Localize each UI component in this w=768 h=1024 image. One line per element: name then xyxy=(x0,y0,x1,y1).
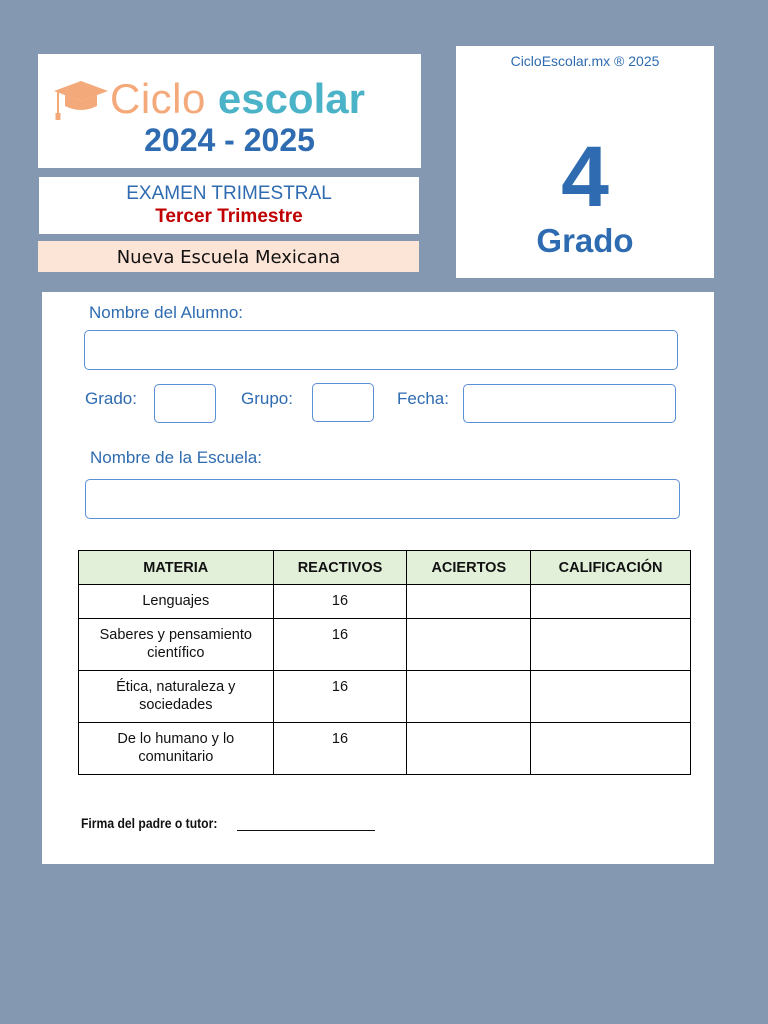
student-form-sheet xyxy=(42,292,714,864)
date-field[interactable] xyxy=(463,384,676,423)
group-field[interactable] xyxy=(312,383,374,422)
score-cell[interactable] xyxy=(531,585,691,619)
logo-word-escolar: escolar xyxy=(217,75,365,122)
grade-label: Grado: xyxy=(85,389,137,408)
school-name-field[interactable] xyxy=(85,479,680,519)
grade-card xyxy=(456,46,714,278)
exam-term: Tercer Trimestre xyxy=(155,206,303,227)
correct-cell[interactable] xyxy=(407,619,531,671)
subject-cell: De lo humano y lo comunitario xyxy=(79,723,274,775)
table-header-row xyxy=(79,551,691,585)
logo-panel xyxy=(38,54,421,168)
grade-number: 4 xyxy=(561,129,609,225)
signature-line[interactable] xyxy=(237,830,375,831)
school-name-label: Nombre de la Escuela: xyxy=(90,448,262,467)
correct-cell[interactable] xyxy=(407,585,531,619)
header-correct: ACIERTOS xyxy=(407,551,531,585)
grade-word: Grado xyxy=(536,222,634,259)
program-name: Nueva Escuela Mexicana xyxy=(116,247,341,268)
program-banner xyxy=(38,241,419,272)
score-cell[interactable] xyxy=(531,671,691,723)
exam-title-panel xyxy=(39,177,419,234)
header-score: CALIFICACIÓN xyxy=(531,551,691,585)
graduation-cap-icon xyxy=(52,75,110,123)
items-cell: 16 xyxy=(273,619,407,671)
logo-wordmark xyxy=(52,74,365,124)
score-cell[interactable] xyxy=(531,723,691,775)
table-row xyxy=(79,585,691,619)
logo-word-ciclo: Ciclo xyxy=(110,75,206,122)
school-year: 2024 - 2025 xyxy=(144,122,315,158)
subject-cell: Ética, naturaleza y sociedades xyxy=(79,671,274,723)
correct-cell[interactable] xyxy=(407,671,531,723)
table-row xyxy=(79,723,691,775)
items-cell: 16 xyxy=(273,671,407,723)
signature-label: Firma del padre o tutor: xyxy=(81,816,218,831)
header-items: REACTIVOS xyxy=(273,551,407,585)
table-row xyxy=(79,671,691,723)
brand-copyright: CicloEscolar.mx ® 2025 xyxy=(510,53,660,69)
exam-title: EXAMEN TRIMESTRAL xyxy=(126,183,332,204)
items-cell: 16 xyxy=(273,585,407,619)
subject-cell: Saberes y pensamiento científico xyxy=(79,619,274,671)
student-name-label: Nombre del Alumno: xyxy=(89,303,244,322)
student-name-field[interactable] xyxy=(84,330,678,370)
grades-table xyxy=(78,550,691,775)
score-cell[interactable] xyxy=(531,619,691,671)
group-label: Grupo: xyxy=(241,389,293,408)
items-cell: 16 xyxy=(273,723,407,775)
date-label: Fecha: xyxy=(397,389,449,408)
grade-field[interactable] xyxy=(154,384,216,423)
correct-cell[interactable] xyxy=(407,723,531,775)
table-row xyxy=(79,619,691,671)
subject-cell: Lenguajes xyxy=(79,585,274,619)
header-subject: MATERIA xyxy=(79,551,274,585)
